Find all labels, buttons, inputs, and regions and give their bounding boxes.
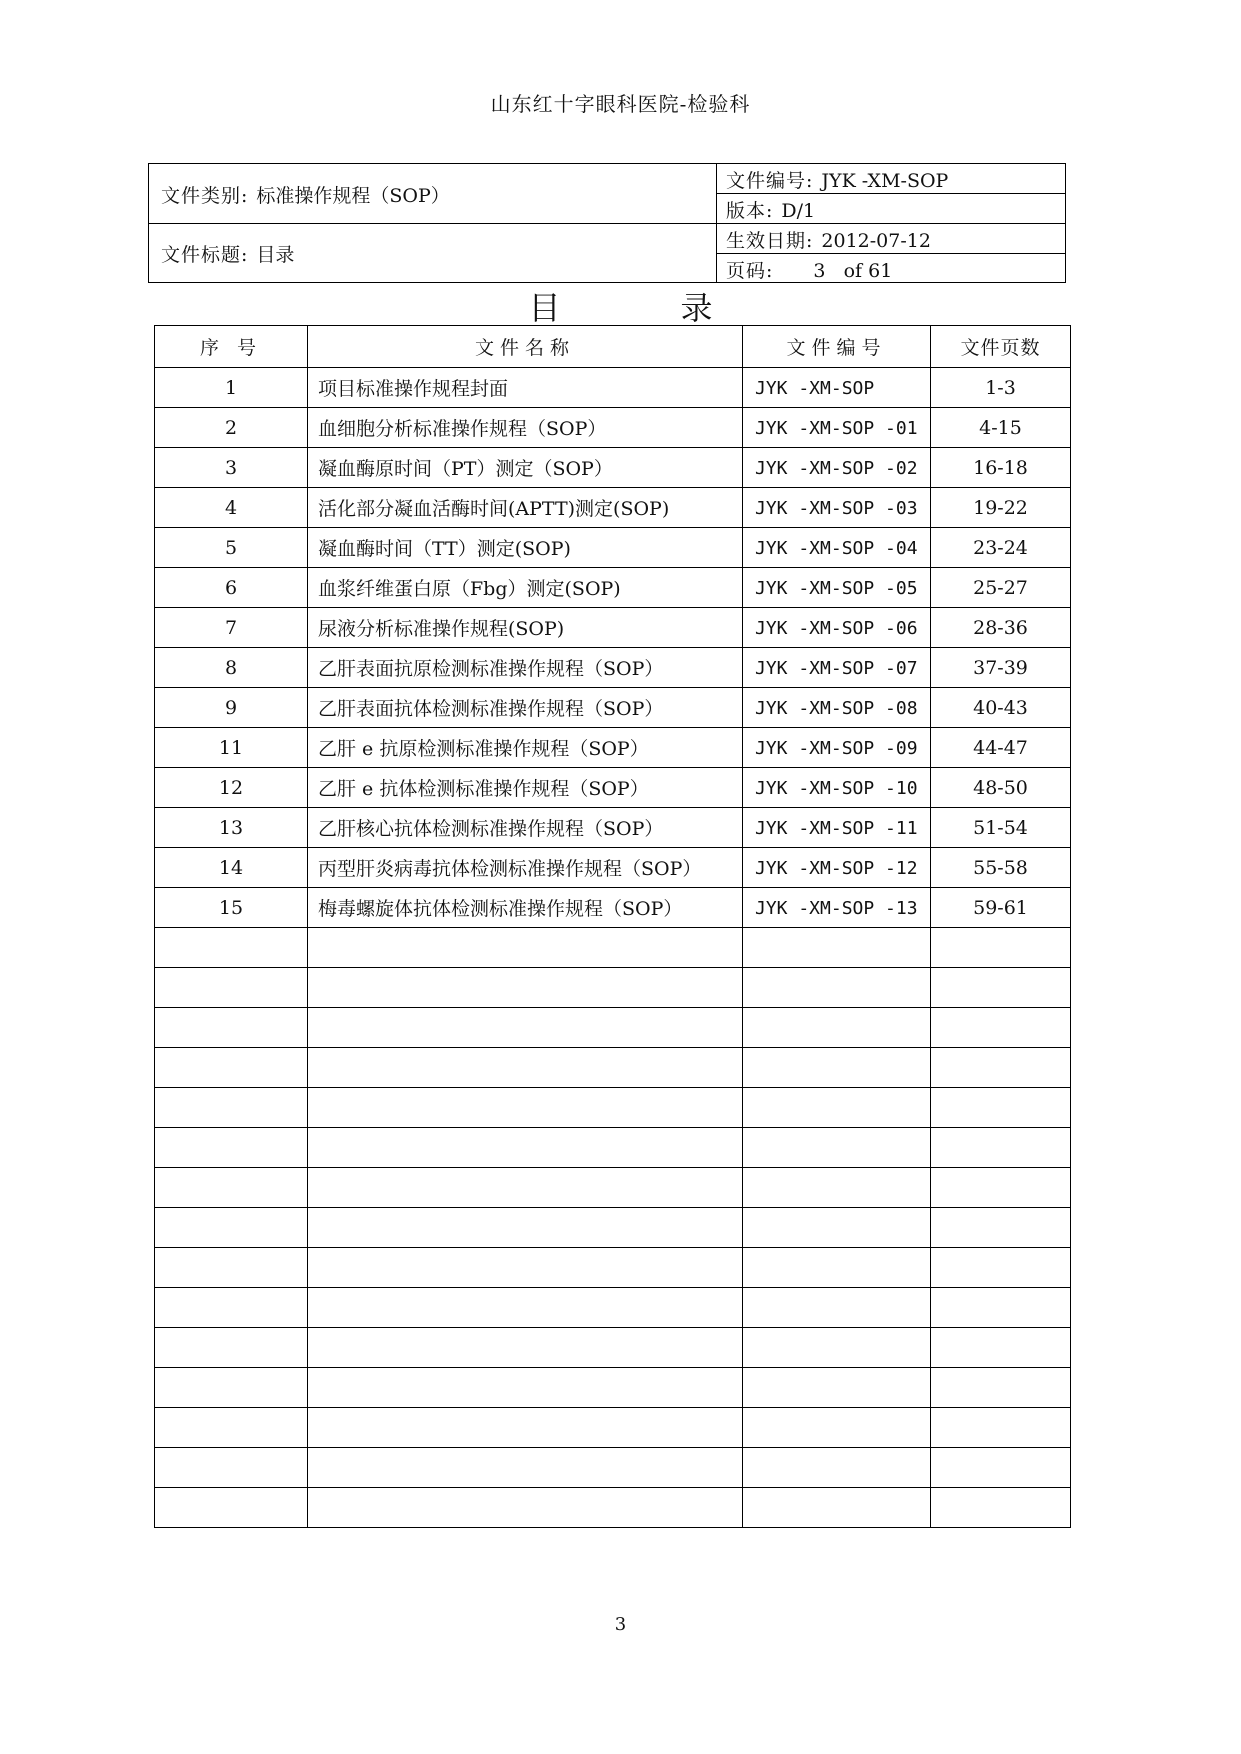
row-file-name (308, 1448, 743, 1488)
row-file-name (308, 1168, 743, 1208)
row-serial (155, 1408, 308, 1448)
row-file-name (308, 688, 743, 728)
row-file-code (743, 888, 931, 928)
header-file-code: 文件编号 (743, 326, 931, 368)
row-file-code (743, 1128, 931, 1168)
row-serial: 5 (155, 528, 308, 568)
row-file-code (743, 608, 931, 648)
row-file-name (308, 768, 743, 808)
row-file-name (308, 608, 743, 648)
row-file-name (308, 568, 743, 608)
table-row (155, 1448, 1071, 1488)
row-file-code (743, 1008, 931, 1048)
row-file-code-text: JYK -XM-SOP (755, 377, 875, 399)
row-file-name-text: 乙肝核心抗体检测标准操作规程（SOP） (318, 818, 664, 840)
row-file-name (308, 1048, 743, 1088)
row-file-code (743, 368, 931, 408)
row-file-name (308, 1328, 743, 1368)
row-file-code-text: JYK -XM-SOP -03 (755, 497, 918, 519)
page-number: 3 (614, 1614, 627, 1635)
row-file-code (743, 728, 931, 768)
table-row (155, 1168, 1071, 1208)
row-page-range: 55-58 (931, 848, 1071, 888)
row-file-name (308, 968, 743, 1008)
file-category (161, 181, 450, 208)
row-serial (155, 1008, 308, 1048)
toc-table (154, 325, 1071, 1528)
row-page-range (931, 1168, 1071, 1208)
row-page-range (931, 1128, 1071, 1168)
row-page-range (931, 1088, 1071, 1128)
file-category-label: 文件类别: (161, 185, 249, 207)
row-file-name-text: 乙肝表面抗体检测标准操作规程（SOP） (318, 698, 664, 720)
row-file-name-text: 尿液分析标准操作规程(SOP) (318, 618, 565, 640)
row-page-range (931, 1288, 1071, 1328)
row-file-name (308, 1408, 743, 1448)
header-file-name: 文件名称 (308, 326, 743, 368)
row-serial (155, 1448, 308, 1488)
table-row (155, 1088, 1071, 1128)
row-file-code-text: JYK -XM-SOP -02 (755, 457, 918, 479)
table-row (155, 568, 1071, 608)
row-file-code-text: JYK -XM-SOP -10 (755, 777, 918, 799)
row-serial: 8 (155, 648, 308, 688)
row-file-name (308, 888, 743, 928)
table-row (155, 448, 1071, 488)
table-row (155, 368, 1071, 408)
row-page-range: 16-18 (931, 448, 1071, 488)
row-file-name (308, 848, 743, 888)
row-file-code (743, 1488, 931, 1528)
row-serial: 7 (155, 608, 308, 648)
row-file-code (743, 1328, 931, 1368)
row-serial (155, 928, 308, 968)
row-serial (155, 1288, 308, 1328)
row-page-range: 1-3 (931, 368, 1071, 408)
row-file-name (308, 1248, 743, 1288)
row-file-code (743, 528, 931, 568)
row-file-code (743, 848, 931, 888)
row-page-range: 51-54 (931, 808, 1071, 848)
effective-date-label: 生效日期: (726, 230, 814, 252)
row-file-code (743, 1368, 931, 1408)
row-file-code-text: JYK -XM-SOP -01 (755, 417, 918, 439)
table-row (155, 488, 1071, 528)
row-file-code (743, 768, 931, 808)
row-file-name (308, 1008, 743, 1048)
row-serial: 9 (155, 688, 308, 728)
table-row (155, 768, 1071, 808)
row-file-name-text: 丙型肝炎病毒抗体检测标准操作规程（SOP） (318, 858, 702, 880)
row-page-range: 28-36 (931, 608, 1071, 648)
table-row (155, 728, 1071, 768)
page-info (726, 256, 892, 283)
table-row (155, 928, 1071, 968)
row-page-range: 19-22 (931, 488, 1071, 528)
row-file-code (743, 1088, 931, 1128)
toc-header-row (155, 326, 1071, 368)
row-page-range: 37-39 (931, 648, 1071, 688)
version-value: D/1 (781, 200, 816, 222)
file-title-value: 目录 (256, 244, 295, 266)
version-label: 版本: (726, 200, 774, 222)
row-file-code-text: JYK -XM-SOP -05 (755, 577, 918, 599)
row-file-code-text: JYK -XM-SOP -06 (755, 617, 918, 639)
row-page-range (931, 1328, 1071, 1368)
row-file-name (308, 928, 743, 968)
row-file-code (743, 408, 931, 448)
table-row (155, 608, 1071, 648)
table-row (155, 528, 1071, 568)
row-page-range (931, 1208, 1071, 1248)
table-row (155, 1488, 1071, 1528)
row-file-code (743, 1448, 931, 1488)
row-serial (155, 1088, 308, 1128)
row-file-name (308, 1088, 743, 1128)
row-file-name-text: 血浆纤维蛋白原（Fbg）测定(SOP) (318, 578, 621, 600)
table-row (155, 1008, 1071, 1048)
row-file-code-text: JYK -XM-SOP -12 (755, 857, 918, 879)
row-page-range (931, 928, 1071, 968)
row-serial (155, 1208, 308, 1248)
row-page-range: 44-47 (931, 728, 1071, 768)
row-page-range (931, 1048, 1071, 1088)
row-file-name (308, 728, 743, 768)
row-serial (155, 1488, 308, 1528)
row-file-name (308, 1488, 743, 1528)
row-file-name-text: 项目标准操作规程封面 (318, 378, 509, 400)
row-serial (155, 1048, 308, 1088)
table-row (155, 1288, 1071, 1328)
row-page-range (931, 1448, 1071, 1488)
row-page-range: 40-43 (931, 688, 1071, 728)
row-file-code (743, 808, 931, 848)
header-serial: 序 号 (155, 326, 308, 368)
table-row (155, 1408, 1071, 1448)
row-page-range: 48-50 (931, 768, 1071, 808)
row-serial: 14 (155, 848, 308, 888)
row-serial (155, 1368, 308, 1408)
version (726, 196, 815, 223)
row-file-name-text: 乙肝 e 抗体检测标准操作规程（SOP） (318, 778, 649, 800)
row-file-name-text: 凝血酶时间（TT）测定(SOP) (318, 538, 571, 560)
row-file-code-text: JYK -XM-SOP -11 (755, 817, 918, 839)
hospital-name: 山东红十字眼科医院-检验科 (490, 92, 751, 116)
row-serial (155, 968, 308, 1008)
row-page-range: 23-24 (931, 528, 1071, 568)
row-file-name (308, 1208, 743, 1248)
row-file-code (743, 1408, 931, 1448)
row-file-name (308, 1128, 743, 1168)
row-serial: 6 (155, 568, 308, 608)
table-row (155, 408, 1071, 448)
row-page-range (931, 1488, 1071, 1528)
table-row (155, 688, 1071, 728)
row-file-code (743, 1288, 931, 1328)
row-page-range: 59-61 (931, 888, 1071, 928)
file-number (726, 166, 948, 193)
page-info-label: 页码: (726, 260, 774, 282)
row-page-range (931, 1408, 1071, 1448)
effective-date-value: 2012-07-12 (821, 230, 931, 252)
table-row (155, 1208, 1071, 1248)
row-file-code (743, 928, 931, 968)
row-file-name (308, 368, 743, 408)
row-serial (155, 1168, 308, 1208)
row-serial (155, 1328, 308, 1368)
row-file-code-text: JYK -XM-SOP -07 (755, 657, 918, 679)
document-header-box (148, 163, 1066, 283)
row-file-code (743, 1248, 931, 1288)
row-file-name (308, 648, 743, 688)
row-file-name (308, 1288, 743, 1328)
row-page-range (931, 1008, 1071, 1048)
file-category-value: 标准操作规程（SOP） (256, 185, 450, 207)
row-file-name (308, 528, 743, 568)
table-row (155, 1368, 1071, 1408)
row-serial: 4 (155, 488, 308, 528)
row-file-name-text: 乙肝 e 抗原检测标准操作规程（SOP） (318, 738, 649, 760)
row-file-code-text: JYK -XM-SOP -13 (755, 897, 918, 919)
table-row (155, 808, 1071, 848)
row-file-code (743, 1208, 931, 1248)
table-row (155, 1048, 1071, 1088)
row-file-name (308, 408, 743, 448)
row-page-range: 25-27 (931, 568, 1071, 608)
row-serial: 12 (155, 768, 308, 808)
row-file-code-text: JYK -XM-SOP -08 (755, 697, 918, 719)
file-number-value: JYK -XM-SOP (821, 170, 949, 192)
file-title-label: 文件标题: (161, 244, 249, 266)
header-page-count: 文件页数 (931, 326, 1071, 368)
row-page-range (931, 1368, 1071, 1408)
row-serial: 15 (155, 888, 308, 928)
table-row (155, 1248, 1071, 1288)
file-number-label: 文件编号: (726, 170, 814, 192)
row-file-name (308, 448, 743, 488)
page-title: 目录 (528, 289, 833, 327)
row-file-name-text: 乙肝表面抗原检测标准操作规程（SOP） (318, 658, 664, 680)
row-file-name-text: 活化部分凝血活酶时间(APTT)测定(SOP) (318, 498, 670, 520)
row-file-name-text: 血细胞分析标准操作规程（SOP） (318, 418, 607, 440)
table-row (155, 1128, 1071, 1168)
row-file-code (743, 1048, 931, 1088)
row-page-range: 4-15 (931, 408, 1071, 448)
row-file-name (308, 488, 743, 528)
row-serial (155, 1248, 308, 1288)
row-file-code (743, 568, 931, 608)
row-serial (155, 1128, 308, 1168)
row-serial: 11 (155, 728, 308, 768)
table-row (155, 848, 1071, 888)
row-file-name-text: 梅毒螺旋体抗体检测标准操作规程（SOP） (318, 898, 683, 920)
row-file-code-text: JYK -XM-SOP -09 (755, 737, 918, 759)
row-serial: 3 (155, 448, 308, 488)
row-file-code-text: JYK -XM-SOP -04 (755, 537, 918, 559)
page-info-value: 3 of 61 (813, 260, 893, 282)
row-file-code (743, 1168, 931, 1208)
row-file-name (308, 1368, 743, 1408)
table-row (155, 1328, 1071, 1368)
table-row (155, 648, 1071, 688)
effective-date (726, 226, 931, 253)
row-file-code (743, 688, 931, 728)
row-serial: 1 (155, 368, 308, 408)
row-file-name (308, 808, 743, 848)
row-page-range (931, 1248, 1071, 1288)
row-serial: 2 (155, 408, 308, 448)
row-file-code (743, 488, 931, 528)
table-row (155, 888, 1071, 928)
file-title (161, 240, 294, 267)
row-serial: 13 (155, 808, 308, 848)
row-page-range (931, 968, 1071, 1008)
table-row (155, 968, 1071, 1008)
row-file-code (743, 648, 931, 688)
row-file-code (743, 968, 931, 1008)
row-file-code (743, 448, 931, 488)
row-file-name-text: 凝血酶原时间（PT）测定（SOP） (318, 458, 613, 480)
